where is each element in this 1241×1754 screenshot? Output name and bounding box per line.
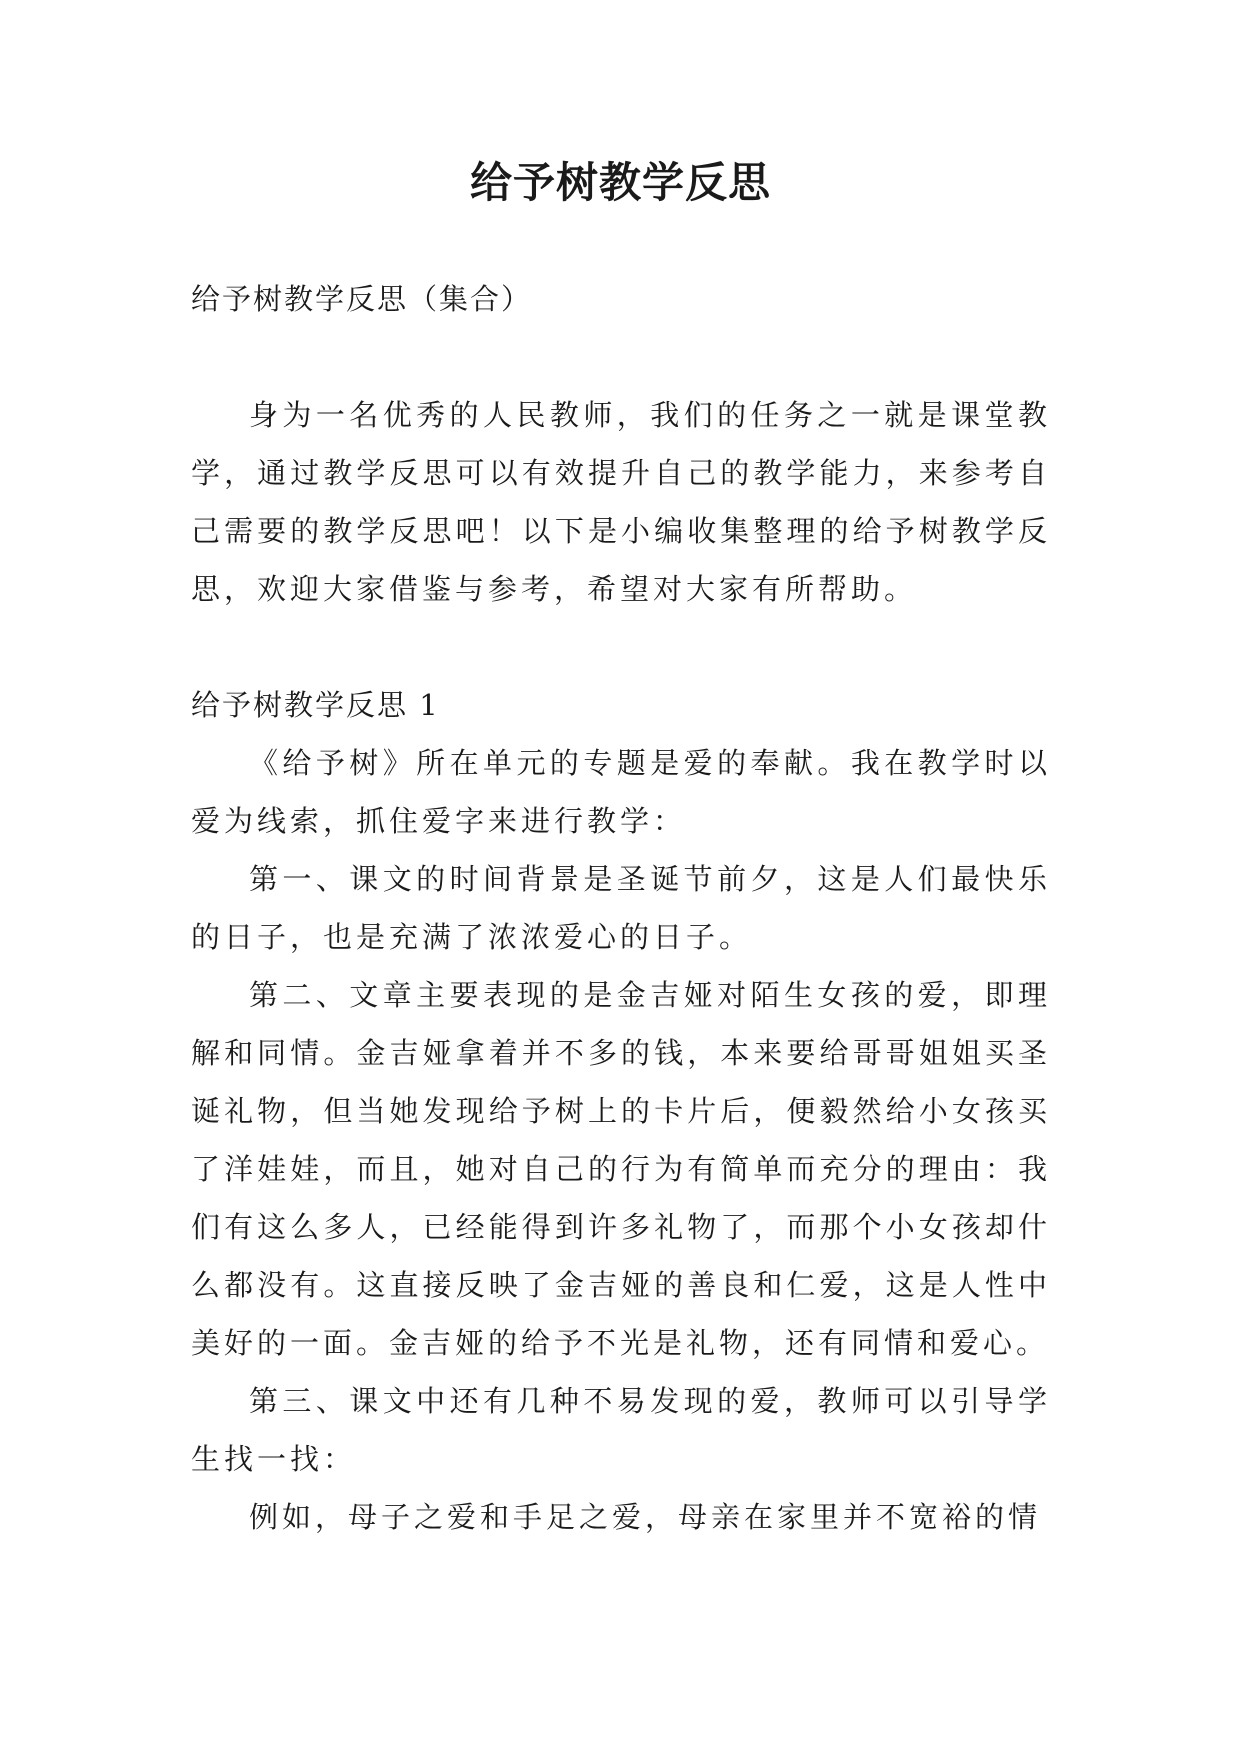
body-paragraph: 《给予树》所在单元的专题是爱的奉献。我在教学时以爱为线索，抓住爱字来进行教学： [191, 746, 1051, 838]
document-title: 给予树教学反思 [469, 158, 771, 207]
body-paragraph: 第三、课文中还有几种不易发现的爱，教师可以引导学生找一找： [191, 1384, 1051, 1476]
body-paragraph: 第二、文章主要表现的是金吉娅对陌生女孩的爱，即理解和同情。金吉娅拿着并不多的钱，本来要给哥哥姐姐买圣诞礼物，但当她发现给予树上的卡片后，便毅然给小女孩买了洋娃娃，而且，她对自己的行为有简单而充分的理由：我们有这么多人，已经能得到许多礼物了，而那个小女孩却什么都没有。这直接反映了金吉娅的善良和仁爱，这是人性中美好的一面。金吉娅的给予不光是礼物，还有同情和爱心。 [191, 978, 1051, 1360]
document-body [191, 270, 1051, 1546]
document-subtitle: 给予树教学反思（集合） [191, 282, 533, 316]
body-paragraph: 第一、课文的时间背景是圣诞节前夕，这是人们最快乐的日子，也是充满了浓浓爱心的日子。 [191, 862, 1051, 954]
body-paragraph: 例如，母子之爱和手足之爱，母亲在家里并不宽裕的情 [249, 1500, 1042, 1534]
section-heading: 给予树教学反思 1 [191, 688, 440, 722]
intro-paragraph: 身为一名优秀的人民教师，我们的任务之一就是课堂教学，通过教学反思可以有效提升自己的教学能力，来参考自己需要的教学反思吧！以下是小编收集整理的给予树教学反思，欢迎大家借鉴与参考，希望对大家有所帮助。 [191, 398, 1051, 606]
